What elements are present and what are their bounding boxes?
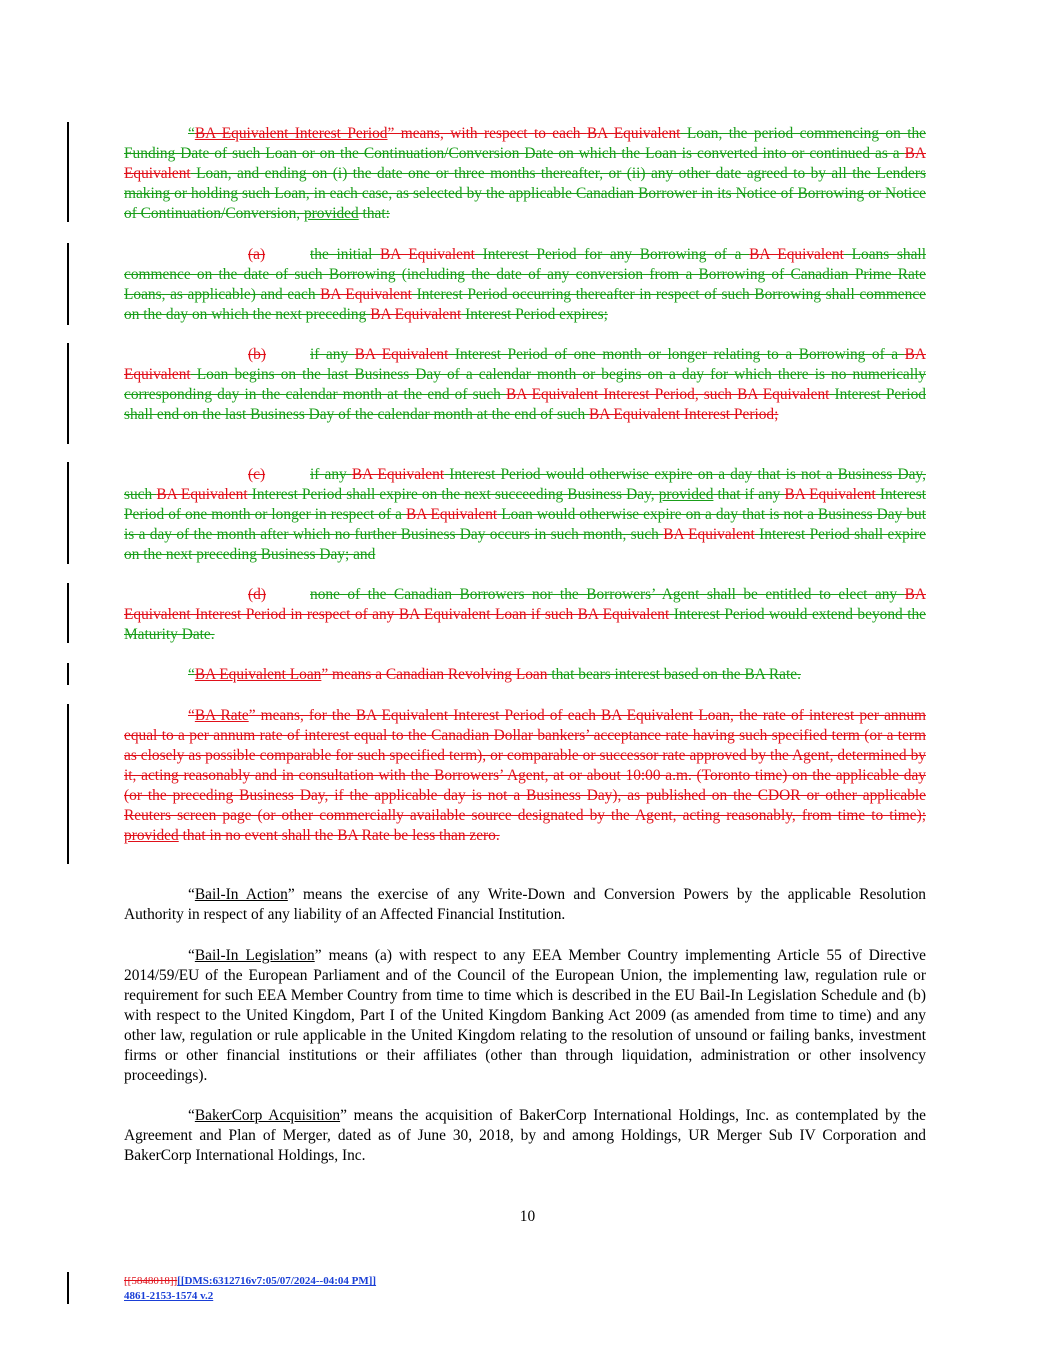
defined-term: BA Rate — [194, 707, 249, 724]
clause-a: (a) the initial BA Equivalent Interest Period for any Borrowing of a BA Equivalent Loans shall commence on the date of such Borrowing (including the date of any conversion from a Borrowing of Canadian Prime Rate Loans, as applicable) and each BA Equivalent Interest Period occurring thereafter in respect of such Borrowing shall commence on the day on which the next preceding BA Equivalent Interest Period expires; — [124, 246, 926, 323]
clause-label: (a) — [248, 246, 266, 263]
clause-c: (c) if any BA Equivalent Interest Period would otherwise expire on a day that is not a Business Day, such BA Equivalent Interest Period shall expire on the next succeeding Business Day, provided that if any BA Equivalent Interest Period of one month or longer in respect of a BA Equivalent Loan would otherwise expire on a day that is not a Business Day but is a day of the month after which no further Business Day occurs in such month, such BA Equivalent Interest Period shall expire on the next preceding Business Day; and — [124, 466, 927, 563]
clause-label: (c) — [248, 466, 266, 483]
clause-label: (b) — [248, 346, 266, 363]
defined-term: BakerCorp Acquisition — [194, 1107, 341, 1124]
change-bar — [67, 243, 69, 325]
defined-term: Bail-In Action — [194, 886, 288, 903]
footer-doc-id-line — [124, 1289, 213, 1303]
footer-doc-id: 4861-2153-1574 v.2 — [124, 1290, 214, 1302]
definition-bail-in-legislation: “Bail-In Legislation” means (a) with respect to any EEA Member Country implementing Article 55 of Directive 2014/59/EU of the European Parliament and of the Council of the European Union, the implementing law, regulation rule or requirement for such EEA Member Country from time to time which is described in the EU Bail-In Legislation Schedule and (b) with respect to the United Kingdom, Part I of the United Kingdom Banking Act 2009 (as amended from time to time) and any other law, regulation or rule applicable in the United Kingdom relating to the resolution of unsound or failing banks, investment firms or other financial institutions or their affiliates (other than through liquidation, administration or other insolvency proceedings). — [124, 947, 926, 1084]
defined-term: BA Equivalent Loan — [194, 666, 322, 683]
definition-bail-in-action: “Bail-In Action” means the exercise of any Write-Down and Conversion Powers by the applicable Resolution Authority in respect of any liability of an Affected Financial Institution. — [124, 886, 927, 923]
page-number: 10 — [519, 1208, 536, 1225]
definition-bakercorp-acquisition: “BakerCorp Acquisition” means the acquisition of BakerCorp International Holdings, Inc. as contemplated by the Agreement and Plan of Merger, dated as of June 30, 2018, by and among Holdings, UR Merger Sub IV Corporation and BakerCorp International Holdings, Inc. — [124, 1107, 926, 1164]
defined-term: BA Equivalent Interest Period — [194, 125, 388, 142]
change-bar — [67, 462, 69, 564]
definition-ba-equivalent-interest-period: “BA Equivalent Interest Period” means, with respect to each BA Equivalent Loan, the period commencing on the Funding Date of such Loan or on the Continuation/Conversion Date on which the Loan is converted into or continued as a BA Equivalent Loan, and ending on (i) the date one or three months thereafter, or (ii) any other date agreed to by all the Lenders making or holding such Loan, in each case, as selected by the applicable Canadian Borrower in its Notice of Borrowing or Notice of Continuation/Conversion, provided that: — [124, 125, 927, 222]
definition-ba-rate: “BA Rate” means, for the BA Equivalent Interest Period of each BA Equivalent Loan, the rate of interest per annum equal to a per annum rate of interest equal to the Canadian Dollar bankers’ acceptance rate having such specified term (or a term as closely as possible comparable for such specified term), or comparable or successor rate approved by the Agent, determined by it, acting reasonably and in consultation with the Borrowers’ Agent, at or about 10:00 a.m. (Toronto time) on the applicable day (or the preceding Business Day, if the applicable day is not a Business Day), as published on the CDOR or other applicable Reuters screen page (or other commercially available source designated by the Agent, acting reasonably, from time to time); provided that in no event shall the BA Rate be less than zero. — [124, 707, 926, 844]
clause-d: (d) none of the Canadian Borrowers nor the Borrowers’ Agent shall be entitled to elect any BA Equivalent Interest Period in respect of any BA Equivalent Loan if such BA Equivalent Interest Period would extend beyond the Maturity Date. — [124, 586, 927, 643]
footer-dms-reference: [[DMS:6312716v7:05/07/2024--04:04 PM]] — [177, 1275, 377, 1287]
defined-term: Bail-In Legislation — [194, 947, 315, 964]
document-footer — [124, 1274, 376, 1288]
change-bar — [67, 343, 69, 444]
change-bar — [67, 122, 69, 222]
clause-label: (d) — [248, 586, 266, 603]
change-bar — [67, 1272, 69, 1304]
change-bar — [67, 663, 69, 685]
change-bar — [67, 704, 69, 864]
footer-old-reference: [[5848018]] — [124, 1275, 178, 1287]
definition-ba-equivalent-loan: “BA Equivalent Loan” means a Canadian Revolving Loan that bears interest based on the BA Rate. — [188, 666, 801, 683]
clause-b: (b) if any BA Equivalent Interest Period of one month or longer relating to a Borrowing of a BA Equivalent Loan begins on the last Business Day of a calendar month or begins on a day for which there is no numerically corresponding day in the calendar month at the end of such BA Equivalent Interest Period, such BA Equivalent Interest Period shall end on the last Business Day of the calendar month at the end of such BA Equivalent Interest Period; — [124, 346, 927, 423]
change-bar — [67, 583, 69, 643]
